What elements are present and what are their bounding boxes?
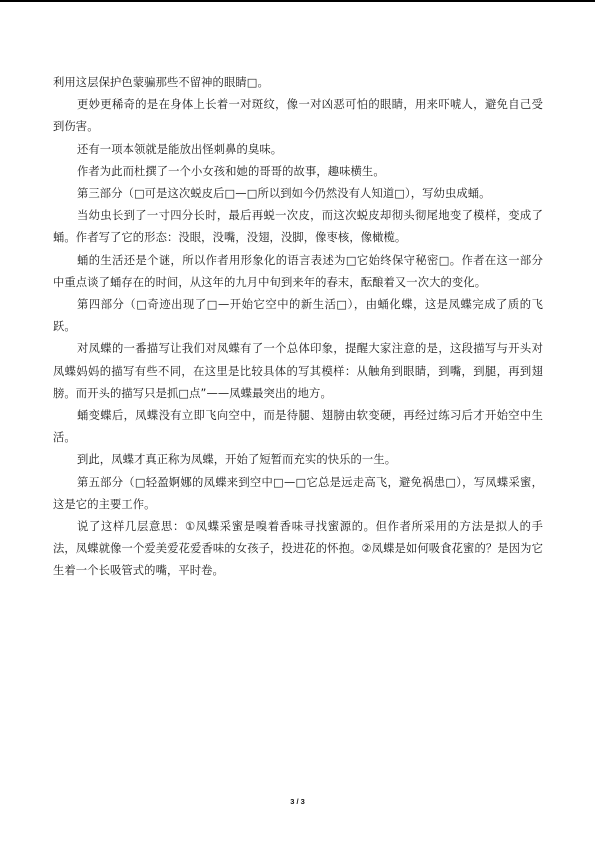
paragraph-6: 当幼虫长到了一寸四分长时，最后再蜕一次皮，而这次蜕皮却彻头彻尾地变了模样，变成了蛹。作者写了它的形态：没眼，没嘴，没翅，没脚，像枣核，像橄榄。 (53, 209, 543, 245)
paragraph-12: 第五部分（□轻盈婀娜的凤蝶来到空中□—□它总是远走高飞，避免祸患□），写凤蝶采蜜，这是它的主要工作。 (53, 475, 543, 511)
paragraph-9: 对凤蝶的一番描写让我们对凤蝶有了一个总体印象，提醒大家注意的是，这段描写与开头对凤蝶妈妈的描写有些不同，在这里是比较具体的写其模样：从触角到眼睛，到嘴，到腿，再到翅膀。而开头的描写只是抓□点”——凤蝶最突出的地方。 (53, 342, 543, 400)
paragraph-5: 第三部分（□可是这次蜕皮后□—□所以到如今仍然没有人知道□），写幼虫成蛹。 (77, 187, 491, 201)
paragraph-7: 蛹的生活还是个谜，所以作者用形象化的语言表述为□它始终保守秘密□。作者在这一部分中重点谈了蛹存在的时间，从这年的九月中旬到来年的春末，酝酿着又一次大的变化。 (53, 253, 543, 289)
top-border-rule (0, 0, 595, 2)
document-body (53, 72, 543, 583)
paragraph-11: 到此，凤蝶才真正称为凤蝶，开始了短暂而充实的快乐的一生。 (77, 453, 397, 467)
paragraph-13: 说了这样几层意思：①凤蝶采蜜是嗅着香味寻找蜜源的。但作者所采用的方法是拟人的手法，凤蝶就像一个爱美爱花爱香味的女孩子，投进花的怀抱。②凤蝶是如何吸食花蜜的？是因为它生着一个长吸管式的嘴，平时卷。 (53, 520, 543, 578)
paragraph-4: 作者为此而杜撰了一个小女孩和她的哥哥的故事，趣味横生。 (77, 164, 385, 178)
paragraph-1: 利用这层保护色蒙骗那些不留神的眼睛□。 (53, 76, 269, 89)
paragraph-10: 蛹变蝶后，凤蝶没有立即飞向空中，而是待腿、翅膀由软变硬，再经过练习后才开始空中生活。 (53, 409, 543, 445)
paragraph-3: 还有一项本领就是能放出怪刺鼻的臭味。 (77, 142, 283, 156)
paragraph-2: 更妙更稀奇的是在身体上长着一对斑纹，像一对凶恶可怕的眼睛，用来吓唬人，避免自己受到伤害。 (53, 98, 543, 134)
page-number: 3 / 3 (290, 797, 305, 806)
paragraph-8: 第四部分（□奇迹出现了□—开始它空中的新生活□），由蛹化蝶，这是凤蝶完成了质的飞跃。 (53, 298, 543, 334)
